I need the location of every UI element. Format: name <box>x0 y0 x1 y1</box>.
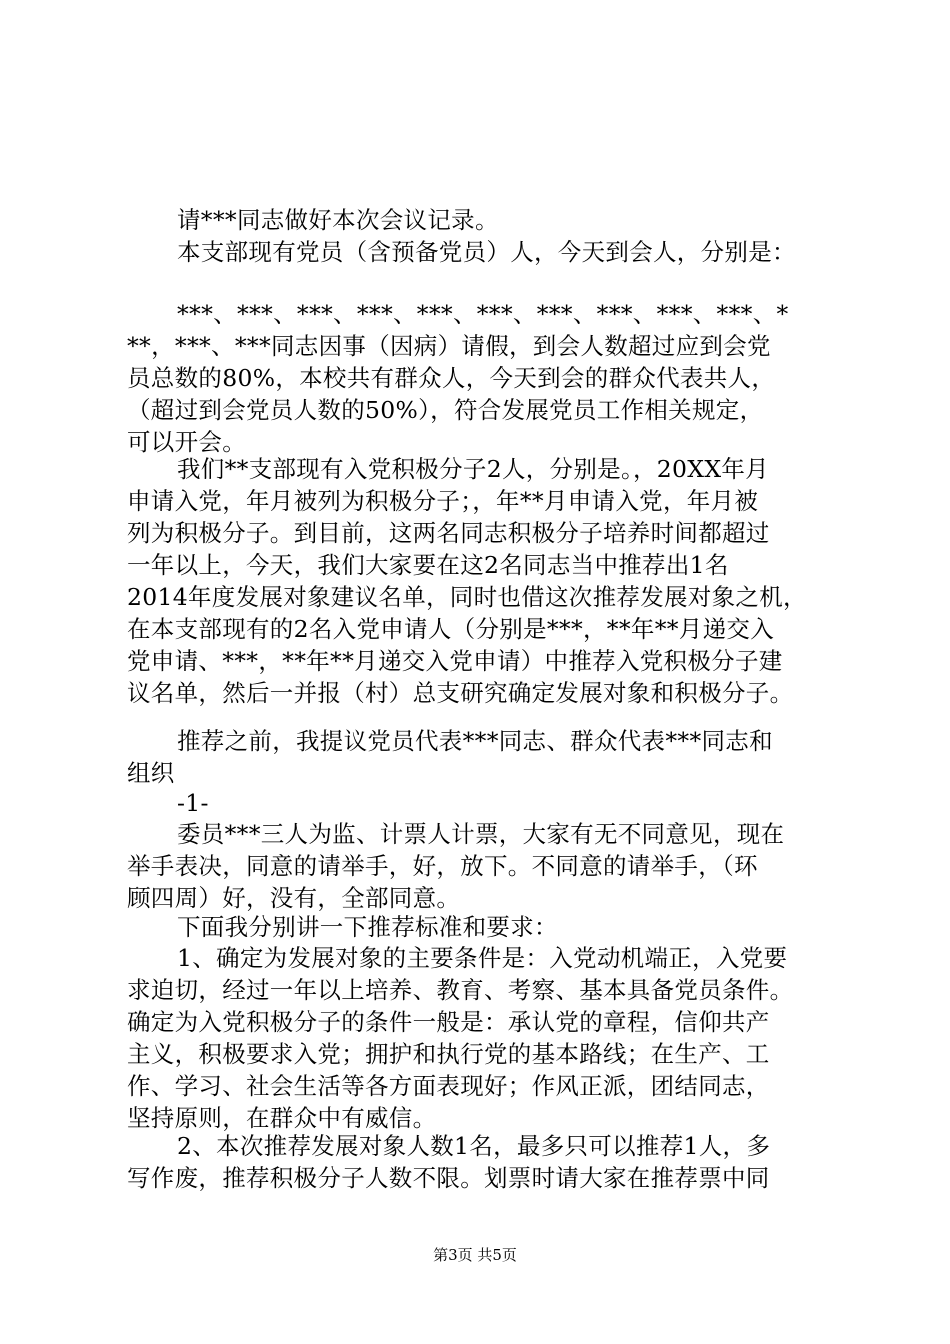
text-line: 在本支部现有的2名入党申请人（分别是***，**年**月递交入 <box>127 615 775 643</box>
text-line: 申请入党，年月被列为积极分子；，年**月申请入党，年月被 <box>127 487 759 515</box>
text-line: 推荐之前，我提议党员代表***同志、群众代表***同志和 <box>177 727 773 755</box>
text-line: （超过到会党员人数的50%），符合发展党员工作相关规定， <box>127 396 764 424</box>
text-line: 我们**支部现有入党积极分子2人，分别是。，20XX年月 <box>177 455 769 483</box>
text-line: 党申请、***，**年**月递交入党申请）中推荐入党积极分子建 <box>127 647 783 675</box>
text-line: 本支部现有党员（含预备党员）人，今天到会人，分别是： <box>177 238 796 266</box>
text-line: 举手表决，同意的请举手，好，放下。不同意的请举手，（环 <box>127 852 758 880</box>
text-line: 请***同志做好本次会议记录。 <box>177 206 499 234</box>
text-line: 组织 <box>127 759 175 787</box>
text-line: 一年以上，今天，我们大家要在这2名同志当中推荐出1名 <box>127 551 729 579</box>
text-line: **，***、***同志因事（因病）请假，到会人数超过应到会党 <box>127 332 771 360</box>
page-marker: -1- <box>177 789 209 817</box>
text-line: 求迫切，经过一年以上培养、教育、考察、基本具备党员条件。 <box>127 976 794 1004</box>
text-line: 2、本次推荐发展对象人数1名，最多只可以推荐1人，多 <box>177 1132 771 1160</box>
text-line: 2014年度发展对象建议名单，同时也借这次推荐发展对象之机， <box>127 583 807 611</box>
text-line: 顾四周）好，没有，全部同意。 <box>127 884 461 912</box>
text-line: 确定为入党积极分子的条件一般是：承认党的章程，信仰共产 <box>127 1008 770 1036</box>
text-line: 坚持原则，在群众中有威信。 <box>127 1104 437 1132</box>
text-line: 下面我分别讲一下推荐标准和要求： <box>177 913 558 941</box>
text-line: 写作废，推荐积极分子人数不限。划票时请大家在推荐票中同 <box>127 1164 770 1192</box>
text-line: ***、***、***、***、***、***、***、***、***、***、* <box>177 300 789 328</box>
text-line: 作、学习、社会生活等各方面表现好；作风正派，团结同志， <box>127 1072 770 1100</box>
text-line: 主义，积极要求入党；拥护和执行党的基本路线；在生产、工 <box>127 1040 770 1068</box>
page-footer: 第3页 共5页 <box>433 1246 517 1264</box>
text-line: 委员***三人为监、计票人计票，大家有无不同意见，现在 <box>177 820 785 848</box>
text-line: 可以开会。 <box>127 428 246 456</box>
text-line: 员总数的80%，本校共有群众人，今天到会的群众代表共人， <box>127 364 776 392</box>
text-line: 列为积极分子。到目前，这两名同志积极分子培养时间都超过 <box>127 519 770 547</box>
text-line: 1、确定为发展对象的主要条件是：入党动机端正，入党要 <box>177 944 788 972</box>
text-line: 议名单，然后一并报（村）总支研究确定发展对象和积极分子。 <box>127 679 794 707</box>
